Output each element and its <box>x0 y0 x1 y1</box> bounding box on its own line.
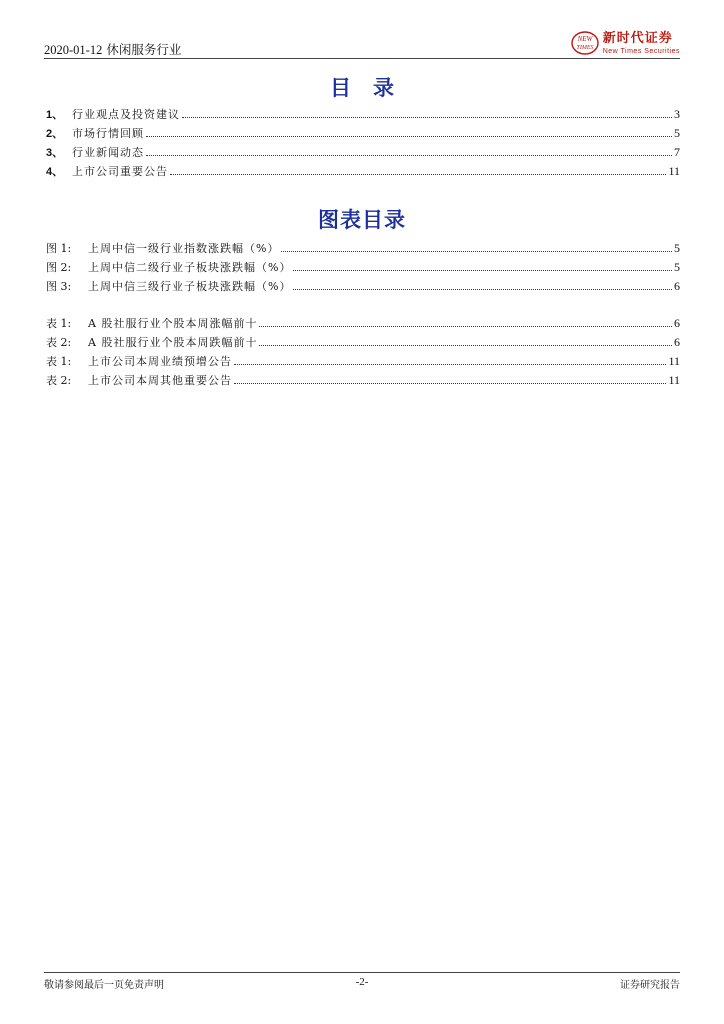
toc-entry[interactable] <box>46 144 680 163</box>
logo-name-cn: 新时代证券 <box>602 30 673 46</box>
toc-list <box>46 106 680 182</box>
table-entry-number: 表 1: <box>46 317 72 330</box>
toc-entry-number: 1、 <box>46 109 64 121</box>
table-entry-page: 11 <box>668 373 680 387</box>
table-entry-number: 表 2: <box>46 374 72 387</box>
toc-entry-label: 行业观点及投资建议 <box>72 108 180 121</box>
figure-entry-label: 上周中信二级行业子板块涨跌幅（%） <box>88 261 292 274</box>
toc-entry-number: 2、 <box>46 128 64 140</box>
figure-entry-number: 图 1: <box>46 242 72 255</box>
header-divider <box>44 58 680 59</box>
table-entry-number: 表 2: <box>46 336 72 349</box>
toc-entry-page: 11 <box>668 164 680 178</box>
table-entry-page: 6 <box>674 316 680 330</box>
table-list <box>46 315 680 391</box>
figure-entry-number: 图 2: <box>46 261 72 274</box>
table-entry-label: 上市公司本周其他重要公告 <box>88 374 232 387</box>
figure-entry[interactable] <box>46 240 680 259</box>
table-entry[interactable] <box>46 334 680 353</box>
dot-leader <box>146 135 672 137</box>
footer-divider <box>44 972 680 973</box>
table-entry-label: 上市公司本周业绩预增公告 <box>88 355 232 368</box>
toc-title: 目录 <box>330 76 416 100</box>
dot-leader <box>234 363 666 365</box>
figure-entry-number: 图 3: <box>46 280 72 293</box>
dot-leader <box>259 325 672 327</box>
figure-list <box>46 240 680 297</box>
table-entry-page: 6 <box>674 335 680 349</box>
table-entry-page: 11 <box>668 354 680 368</box>
page-header <box>44 28 680 58</box>
logo-text <box>603 32 680 55</box>
company-logo <box>570 28 680 58</box>
toc-entry[interactable] <box>46 106 680 125</box>
figure-entry-page: 6 <box>674 279 680 293</box>
toc-entry-label: 市场行情回顾 <box>72 127 144 140</box>
report-date: 2020-01-12 <box>44 43 103 57</box>
page-footer <box>44 976 680 992</box>
toc-entry-label: 行业新闻动态 <box>72 146 144 159</box>
header-info <box>44 40 181 58</box>
dot-leader <box>182 116 672 118</box>
dot-leader <box>170 173 666 175</box>
dot-leader <box>146 154 672 156</box>
toc-entry-label: 上市公司重要公告 <box>72 165 168 178</box>
toc-entry-page: 7 <box>674 145 680 159</box>
figure-entry[interactable] <box>46 278 680 297</box>
page-number: -2- <box>355 976 369 988</box>
dot-leader <box>293 288 672 290</box>
figure-index-title: 图表目录 <box>318 208 406 232</box>
logo-name-en: New Times Securities <box>602 47 680 55</box>
table-entry[interactable] <box>46 315 680 334</box>
disclaimer-note: 敬请参阅最后一页免责声明 <box>44 980 164 991</box>
svg-text:NEW: NEW <box>577 35 593 43</box>
toc-entry-page: 5 <box>674 126 680 140</box>
toc-entry-number: 3、 <box>46 147 64 159</box>
table-entry-label: A 股社服行业个股本周跌幅前十 <box>88 336 258 349</box>
table-entry[interactable] <box>46 372 680 391</box>
industry-name: 休闲服务行业 <box>106 42 182 57</box>
toc-entry[interactable] <box>46 125 680 144</box>
dot-leader <box>281 250 672 252</box>
table-entry-number: 表 1: <box>46 355 72 368</box>
toc-entry-page: 3 <box>674 107 680 121</box>
svg-text:TIMES: TIMES <box>576 45 594 51</box>
toc-entry-number: 4、 <box>46 166 64 178</box>
figure-entry-label: 上周中信一级行业指数涨跌幅（%） <box>88 242 280 255</box>
dot-leader <box>259 344 672 346</box>
toc-entry[interactable] <box>46 163 680 182</box>
table-entry-label: A 股社服行业个股本周涨幅前十 <box>88 317 258 330</box>
dot-leader <box>234 382 666 384</box>
figure-entry-page: 5 <box>674 260 680 274</box>
figure-entry[interactable] <box>46 259 680 278</box>
report-type: 证券研究报告 <box>620 980 680 991</box>
figure-entry-label: 上周中信三级行业子板块涨跌幅（%） <box>88 280 292 293</box>
dot-leader <box>293 269 672 271</box>
table-entry[interactable] <box>46 353 680 372</box>
figure-entry-page: 5 <box>674 241 680 255</box>
new-times-logo-icon <box>570 30 600 56</box>
